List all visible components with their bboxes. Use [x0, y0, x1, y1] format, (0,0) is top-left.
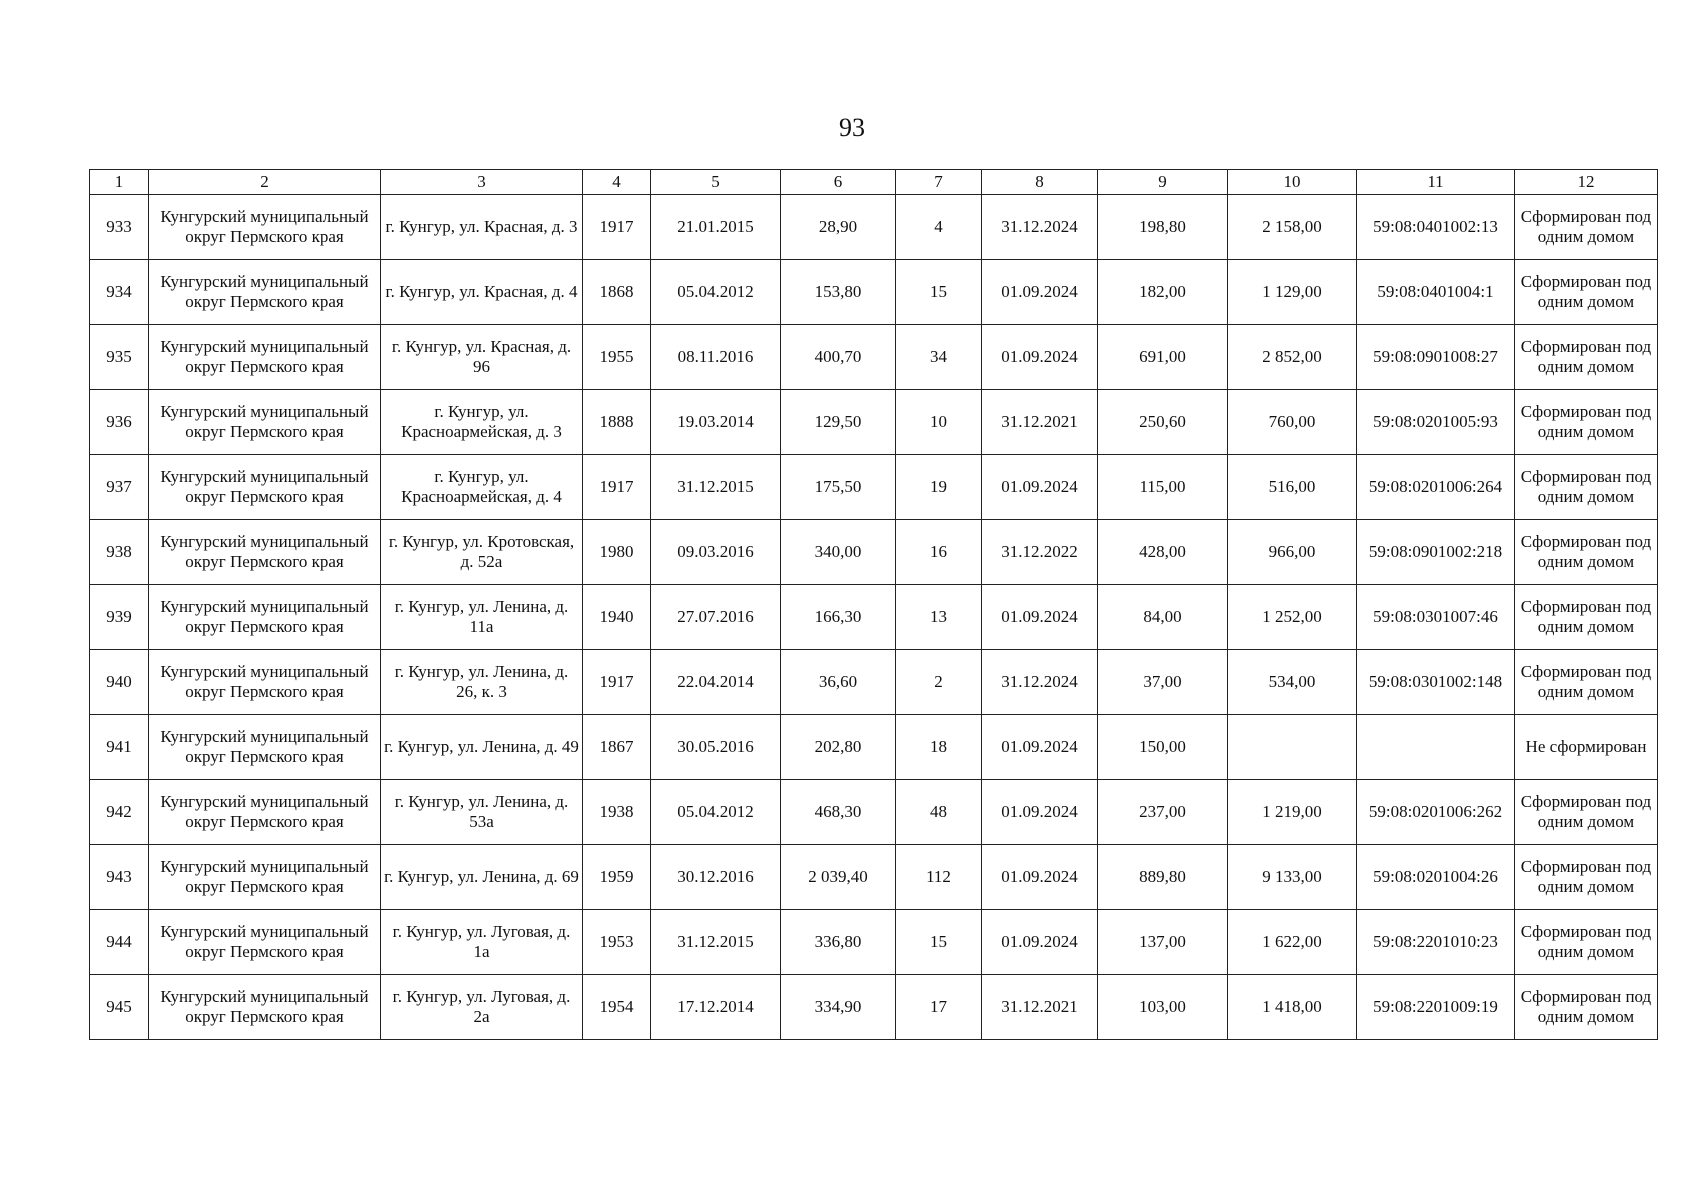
cell-recognition-date: 09.03.2016: [651, 520, 781, 585]
column-header-3: 3: [381, 170, 583, 195]
cell-municipality: Кунгурский муниципальный округ Пермского края: [149, 520, 381, 585]
cell-year-built: 1953: [583, 910, 651, 975]
cell-cadastral-number: [1357, 715, 1515, 780]
cell-area: 175,50: [781, 455, 896, 520]
table-row: [90, 520, 1658, 585]
cell-recognition-date: 19.03.2014: [651, 390, 781, 455]
table-row: [90, 845, 1658, 910]
cell-year-built: 1980: [583, 520, 651, 585]
cell-municipality: Кунгурский муниципальный округ Пермского края: [149, 325, 381, 390]
cell-area: 334,90: [781, 975, 896, 1040]
cell-area-2: 250,60: [1098, 390, 1228, 455]
cell-residents: 16: [896, 520, 982, 585]
cell-municipality: Кунгурский муниципальный округ Пермского края: [149, 845, 381, 910]
cell-municipality: Кунгурский муниципальный округ Пермского края: [149, 910, 381, 975]
column-header-4: 4: [583, 170, 651, 195]
cell-area: 468,30: [781, 780, 896, 845]
cell-num: 944: [90, 910, 149, 975]
column-header-1: 1: [90, 170, 149, 195]
cell-year-built: 1917: [583, 195, 651, 260]
cell-area: 336,80: [781, 910, 896, 975]
cell-year-built: 1917: [583, 650, 651, 715]
cell-deadline: 31.12.2024: [982, 650, 1098, 715]
cell-area-2: 182,00: [1098, 260, 1228, 325]
housing-registry-table: [89, 169, 1658, 1040]
cell-area: 166,30: [781, 585, 896, 650]
cell-land-status: Сформирован под одним домом: [1515, 780, 1658, 845]
cell-residents: 10: [896, 390, 982, 455]
cell-deadline: 01.09.2024: [982, 715, 1098, 780]
cell-deadline: 01.09.2024: [982, 325, 1098, 390]
cell-land-status: Сформирован под одним домом: [1515, 520, 1658, 585]
cell-address: г. Кунгур, ул. Ленина, д. 26, к. 3: [381, 650, 583, 715]
table-row: [90, 780, 1658, 845]
cell-land-area: 966,00: [1228, 520, 1357, 585]
cell-municipality: Кунгурский муниципальный округ Пермского края: [149, 390, 381, 455]
cell-num: 945: [90, 975, 149, 1040]
column-header-8: 8: [982, 170, 1098, 195]
table-row: [90, 390, 1658, 455]
cell-area-2: 103,00: [1098, 975, 1228, 1040]
cell-deadline: 31.12.2022: [982, 520, 1098, 585]
cell-municipality: Кунгурский муниципальный округ Пермского края: [149, 455, 381, 520]
cell-land-status: Сформирован под одним домом: [1515, 975, 1658, 1040]
cell-year-built: 1867: [583, 715, 651, 780]
cell-residents: 15: [896, 910, 982, 975]
cell-deadline: 01.09.2024: [982, 585, 1098, 650]
cell-land-status: Сформирован под одним домом: [1515, 585, 1658, 650]
cell-land-area: 9 133,00: [1228, 845, 1357, 910]
cell-land-area: 516,00: [1228, 455, 1357, 520]
cell-address: г. Кунгур, ул. Красная, д. 4: [381, 260, 583, 325]
table-body: [90, 195, 1658, 1040]
cell-address: г. Кунгур, ул. Кротовская, д. 52а: [381, 520, 583, 585]
cell-address: г. Кунгур, ул. Красноармейская, д. 3: [381, 390, 583, 455]
cell-municipality: Кунгурский муниципальный округ Пермского края: [149, 715, 381, 780]
cell-deadline: 01.09.2024: [982, 455, 1098, 520]
cell-address: г. Кунгур, ул. Красная, д. 96: [381, 325, 583, 390]
header-row: [90, 170, 1658, 195]
cell-deadline: 01.09.2024: [982, 260, 1098, 325]
cell-land-area: 2 852,00: [1228, 325, 1357, 390]
cell-area-2: 691,00: [1098, 325, 1228, 390]
cell-land-area: 1 219,00: [1228, 780, 1357, 845]
table-header: [90, 170, 1658, 195]
cell-num: 935: [90, 325, 149, 390]
cell-municipality: Кунгурский муниципальный округ Пермского края: [149, 650, 381, 715]
cell-cadastral-number: 59:08:0901002:218: [1357, 520, 1515, 585]
cell-residents: 17: [896, 975, 982, 1040]
cell-municipality: Кунгурский муниципальный округ Пермского края: [149, 260, 381, 325]
cell-land-status: Не сформирован: [1515, 715, 1658, 780]
column-header-7: 7: [896, 170, 982, 195]
table-row: [90, 650, 1658, 715]
column-header-9: 9: [1098, 170, 1228, 195]
cell-num: 942: [90, 780, 149, 845]
cell-land-area: 534,00: [1228, 650, 1357, 715]
cell-year-built: 1868: [583, 260, 651, 325]
cell-year-built: 1888: [583, 390, 651, 455]
column-header-11: 11: [1357, 170, 1515, 195]
cell-year-built: 1917: [583, 455, 651, 520]
cell-municipality: Кунгурский муниципальный округ Пермского края: [149, 585, 381, 650]
page-number: 93: [839, 113, 865, 142]
cell-deadline: 31.12.2021: [982, 390, 1098, 455]
cell-num: 934: [90, 260, 149, 325]
cell-municipality: Кунгурский муниципальный округ Пермского края: [149, 780, 381, 845]
cell-area-2: 889,80: [1098, 845, 1228, 910]
cell-land-status: Сформирован под одним домом: [1515, 195, 1658, 260]
cell-area: 400,70: [781, 325, 896, 390]
cell-year-built: 1954: [583, 975, 651, 1040]
cell-area: 28,90: [781, 195, 896, 260]
cell-land-status: Сформирован под одним домом: [1515, 845, 1658, 910]
cell-num: 938: [90, 520, 149, 585]
cell-cadastral-number: 59:08:0201006:264: [1357, 455, 1515, 520]
cell-area: 36,60: [781, 650, 896, 715]
cell-cadastral-number: 59:08:2201010:23: [1357, 910, 1515, 975]
cell-deadline: 31.12.2021: [982, 975, 1098, 1040]
cell-residents: 48: [896, 780, 982, 845]
cell-recognition-date: 27.07.2016: [651, 585, 781, 650]
cell-residents: 18: [896, 715, 982, 780]
cell-year-built: 1938: [583, 780, 651, 845]
cell-land-area: 1 418,00: [1228, 975, 1357, 1040]
cell-year-built: 1940: [583, 585, 651, 650]
cell-deadline: 01.09.2024: [982, 910, 1098, 975]
cell-land-area: 1 129,00: [1228, 260, 1357, 325]
table-row: [90, 455, 1658, 520]
cell-area-2: 198,80: [1098, 195, 1228, 260]
table-row: [90, 715, 1658, 780]
cell-area: 153,80: [781, 260, 896, 325]
cell-address: г. Кунгур, ул. Красноармейская, д. 4: [381, 455, 583, 520]
cell-recognition-date: 30.05.2016: [651, 715, 781, 780]
cell-residents: 112: [896, 845, 982, 910]
cell-residents: 19: [896, 455, 982, 520]
cell-recognition-date: 08.11.2016: [651, 325, 781, 390]
table-row: [90, 260, 1658, 325]
cell-recognition-date: 21.01.2015: [651, 195, 781, 260]
table-row: [90, 325, 1658, 390]
cell-residents: 4: [896, 195, 982, 260]
cell-cadastral-number: 59:08:0201005:93: [1357, 390, 1515, 455]
cell-cadastral-number: 59:08:2201009:19: [1357, 975, 1515, 1040]
cell-deadline: 31.12.2024: [982, 195, 1098, 260]
cell-num: 939: [90, 585, 149, 650]
column-header-12: 12: [1515, 170, 1658, 195]
cell-residents: 13: [896, 585, 982, 650]
cell-address: г. Кунгур, ул. Ленина, д. 69: [381, 845, 583, 910]
cell-land-status: Сформирован под одним домом: [1515, 390, 1658, 455]
cell-cadastral-number: 59:08:0401002:13: [1357, 195, 1515, 260]
cell-cadastral-number: 59:08:0401004:1: [1357, 260, 1515, 325]
column-header-5: 5: [651, 170, 781, 195]
cell-recognition-date: 30.12.2016: [651, 845, 781, 910]
cell-address: г. Кунгур, ул. Луговая, д. 2а: [381, 975, 583, 1040]
cell-recognition-date: 05.04.2012: [651, 780, 781, 845]
cell-area: 340,00: [781, 520, 896, 585]
cell-residents: 34: [896, 325, 982, 390]
cell-area-2: 37,00: [1098, 650, 1228, 715]
cell-area-2: 137,00: [1098, 910, 1228, 975]
cell-area: 129,50: [781, 390, 896, 455]
cell-land-area: [1228, 715, 1357, 780]
cell-municipality: Кунгурский муниципальный округ Пермского края: [149, 975, 381, 1040]
cell-address: г. Кунгур, ул. Луговая, д. 1а: [381, 910, 583, 975]
cell-address: г. Кунгур, ул. Ленина, д. 53а: [381, 780, 583, 845]
cell-land-status: Сформирован под одним домом: [1515, 325, 1658, 390]
cell-cadastral-number: 59:08:0201006:262: [1357, 780, 1515, 845]
column-header-2: 2: [149, 170, 381, 195]
cell-land-status: Сформирован под одним домом: [1515, 910, 1658, 975]
cell-municipality: Кунгурский муниципальный округ Пермского края: [149, 195, 381, 260]
cell-num: 943: [90, 845, 149, 910]
cell-land-status: Сформирован под одним домом: [1515, 260, 1658, 325]
cell-recognition-date: 17.12.2014: [651, 975, 781, 1040]
cell-recognition-date: 05.04.2012: [651, 260, 781, 325]
cell-deadline: 01.09.2024: [982, 845, 1098, 910]
cell-cadastral-number: 59:08:0201004:26: [1357, 845, 1515, 910]
column-header-10: 10: [1228, 170, 1357, 195]
cell-cadastral-number: 59:08:0901008:27: [1357, 325, 1515, 390]
cell-num: 936: [90, 390, 149, 455]
cell-year-built: 1955: [583, 325, 651, 390]
cell-land-status: Сформирован под одним домом: [1515, 455, 1658, 520]
table-row: [90, 910, 1658, 975]
cell-num: 940: [90, 650, 149, 715]
cell-address: г. Кунгур, ул. Ленина, д. 49: [381, 715, 583, 780]
cell-recognition-date: 22.04.2014: [651, 650, 781, 715]
cell-area-2: 115,00: [1098, 455, 1228, 520]
cell-residents: 15: [896, 260, 982, 325]
table-row: [90, 585, 1658, 650]
cell-address: г. Кунгур, ул. Красная, д. 3: [381, 195, 583, 260]
cell-num: 941: [90, 715, 149, 780]
cell-area-2: 237,00: [1098, 780, 1228, 845]
cell-recognition-date: 31.12.2015: [651, 455, 781, 520]
table-row: [90, 975, 1658, 1040]
cell-area-2: 428,00: [1098, 520, 1228, 585]
column-header-6: 6: [781, 170, 896, 195]
cell-area: 2 039,40: [781, 845, 896, 910]
cell-num: 933: [90, 195, 149, 260]
cell-recognition-date: 31.12.2015: [651, 910, 781, 975]
cell-cadastral-number: 59:08:0301002:148: [1357, 650, 1515, 715]
cell-land-status: Сформирован под одним домом: [1515, 650, 1658, 715]
cell-land-area: 1 622,00: [1228, 910, 1357, 975]
cell-land-area: 1 252,00: [1228, 585, 1357, 650]
cell-land-area: 760,00: [1228, 390, 1357, 455]
table-row: [90, 195, 1658, 260]
cell-land-area: 2 158,00: [1228, 195, 1357, 260]
cell-cadastral-number: 59:08:0301007:46: [1357, 585, 1515, 650]
cell-num: 937: [90, 455, 149, 520]
cell-residents: 2: [896, 650, 982, 715]
cell-year-built: 1959: [583, 845, 651, 910]
cell-area-2: 150,00: [1098, 715, 1228, 780]
cell-address: г. Кунгур, ул. Ленина, д. 11а: [381, 585, 583, 650]
cell-deadline: 01.09.2024: [982, 780, 1098, 845]
cell-area-2: 84,00: [1098, 585, 1228, 650]
cell-area: 202,80: [781, 715, 896, 780]
